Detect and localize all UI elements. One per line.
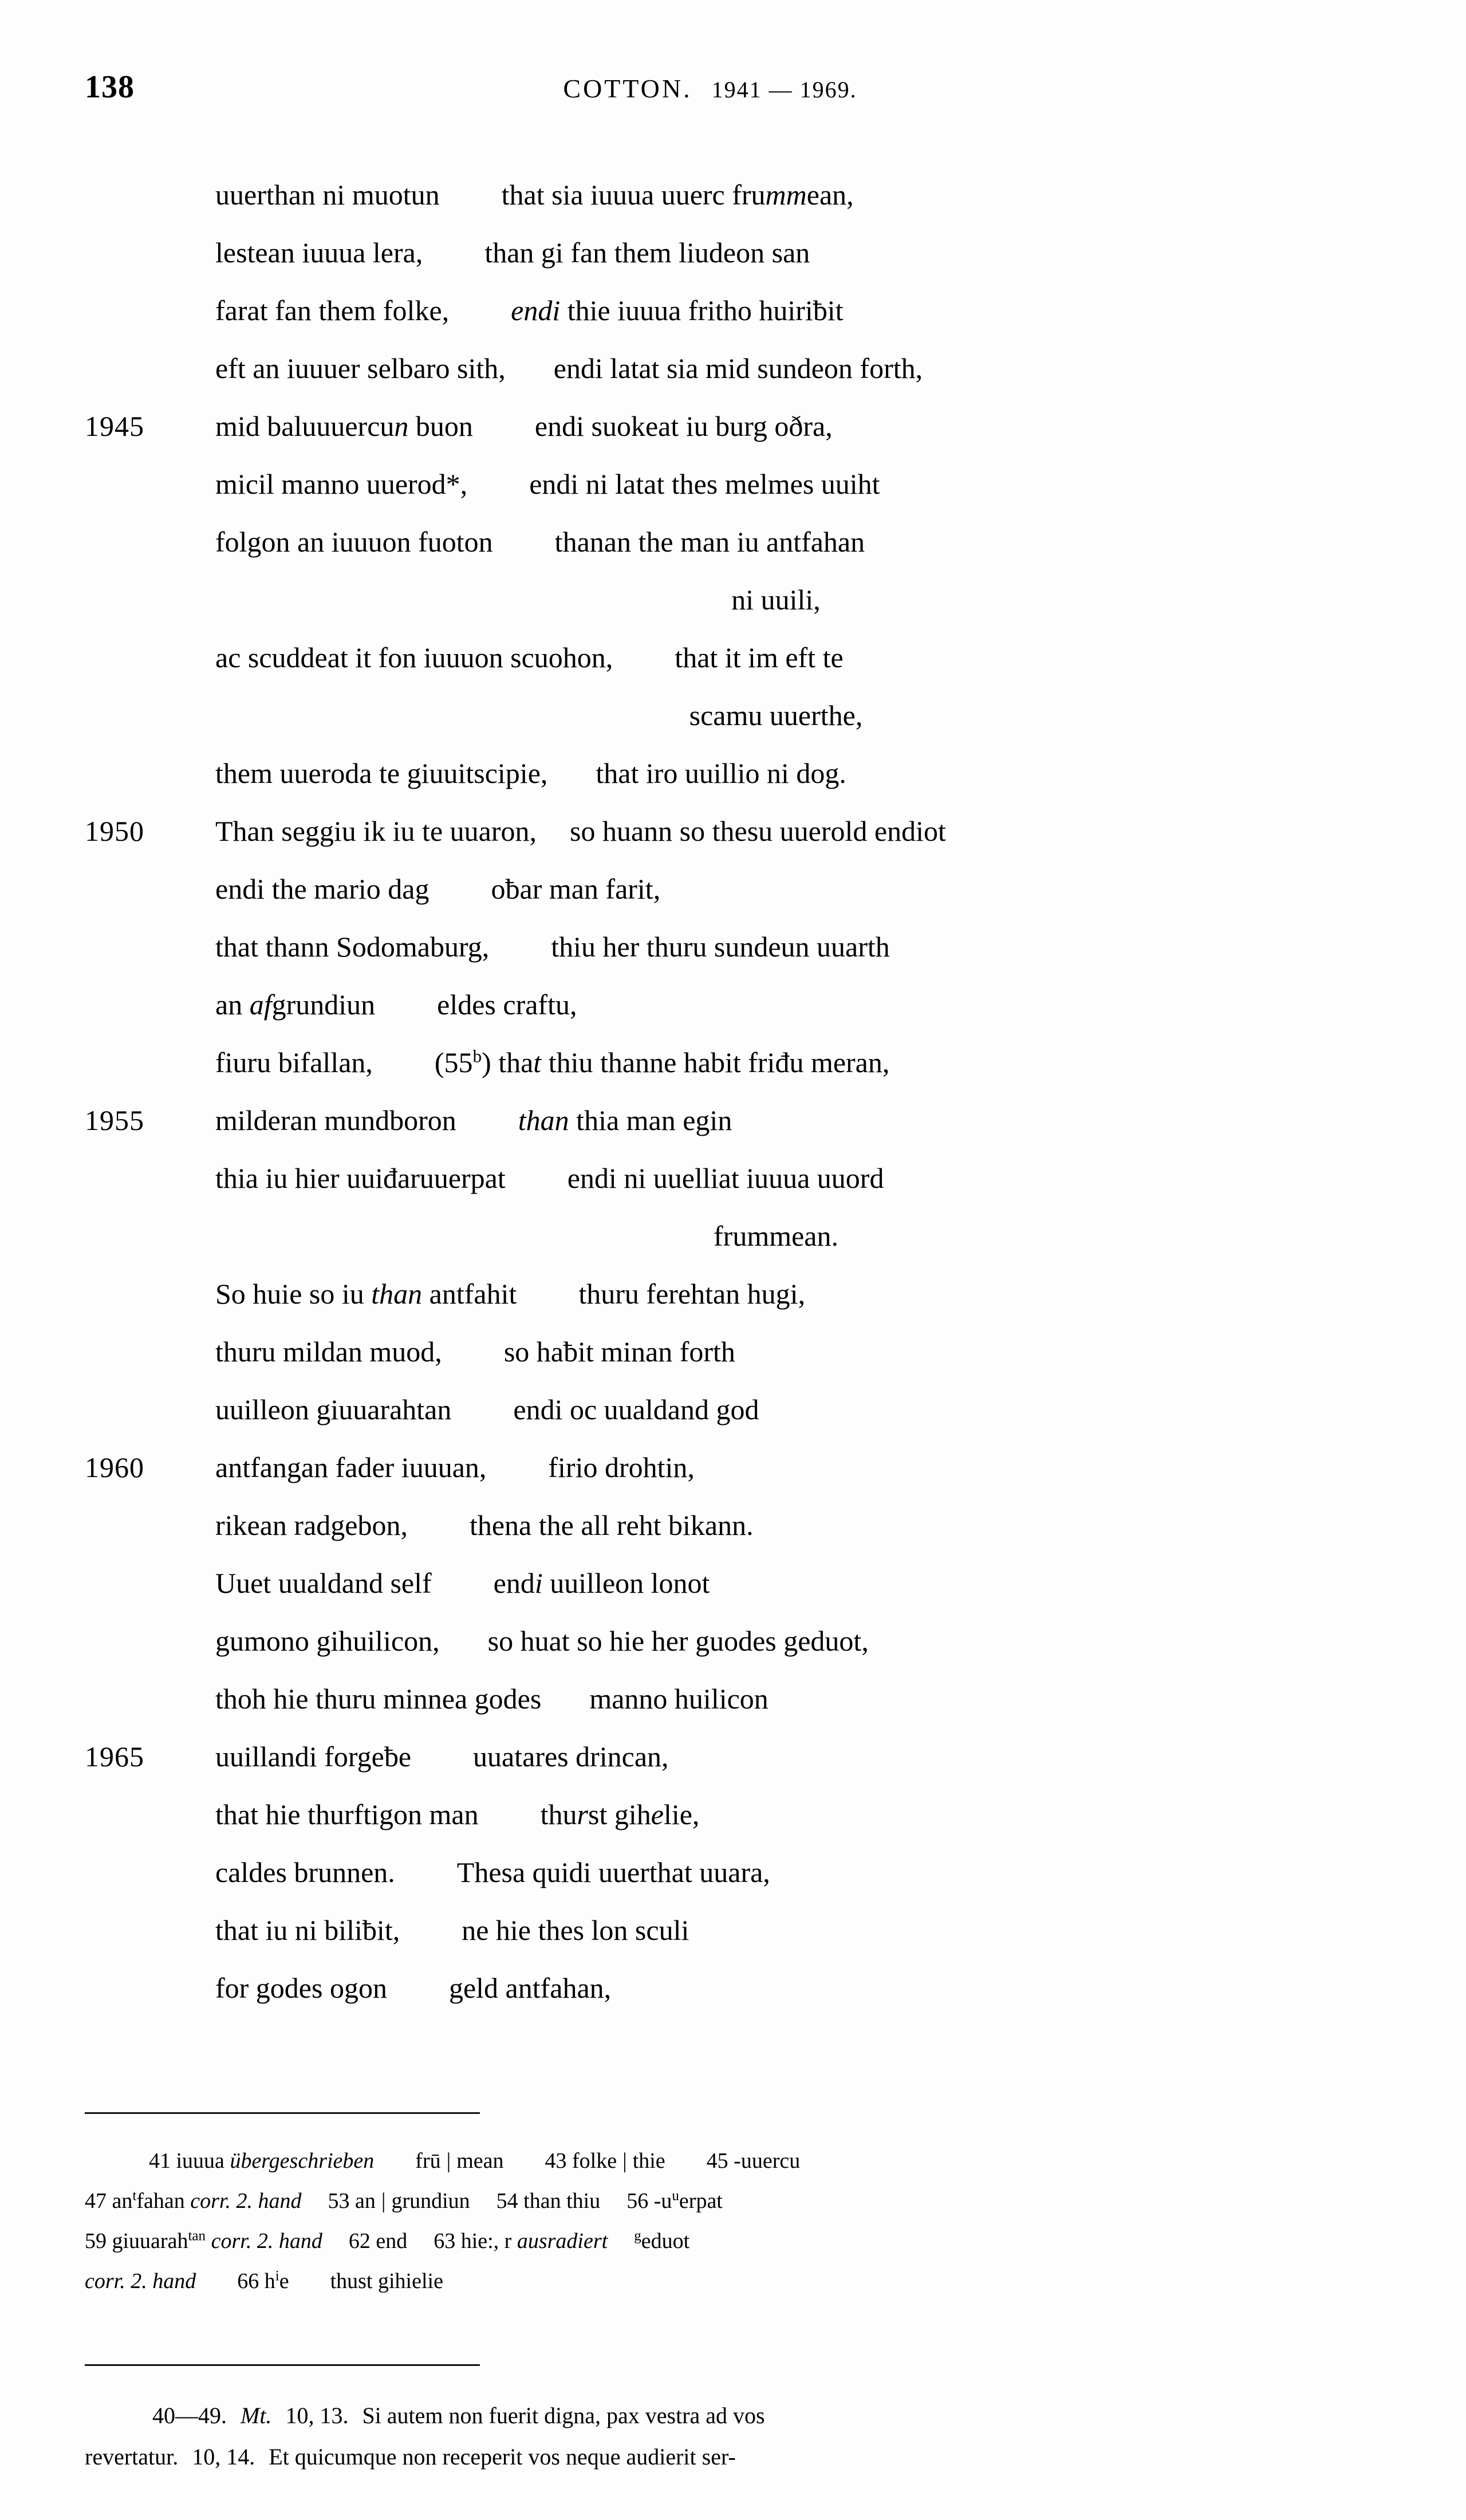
verse-line-text: antfangan fader iuuuan, firio drohtin, xyxy=(215,1451,695,1483)
verse-line-number: 1960 xyxy=(85,1451,144,1483)
verse-line-text: micil manno uuerod*, endi ni latat thes melmes uuiht xyxy=(215,468,880,500)
verse-line-text: uuilleon giuuarahtan endi oc uualdand god xyxy=(215,1393,759,1426)
verse-line-text: farat fan them folke, endi thie iuuua fritho huiriƀit xyxy=(215,294,844,326)
verse-line-runover xyxy=(0,1207,1466,1265)
verse-line-text: an afgrundiun eldes craftu, xyxy=(215,989,577,1021)
verse-line xyxy=(0,1497,1466,1554)
running-head-work: COTTON. xyxy=(563,74,692,103)
latin-note-line xyxy=(85,2395,1402,2436)
running-head-line-range: 1941 — 1969. xyxy=(711,77,857,103)
verse-line xyxy=(0,1554,1466,1612)
verse-line xyxy=(0,1092,1466,1149)
apparatus-line: corr. 2. hand 66 $h^ie$ thust gihielie xyxy=(85,2268,443,2293)
verse-line-text: ni uuili, xyxy=(731,584,821,616)
verse-line-text: thuru mildan muod, so haƀit minan forth xyxy=(215,1336,735,1368)
verse-line-text: folgon an iuuuon fuoton thanan the man iu antfahan xyxy=(215,526,865,558)
latin-note-text: Si autem non fuerit digna, pax vestra ad vos xyxy=(362,2403,765,2428)
folio-number: 138 xyxy=(85,69,135,105)
verse-line-text: Than seggiu ik iu te uuaron, so huann so thesu uuerold endiot xyxy=(215,815,946,847)
verse-line-number: 1965 xyxy=(85,1741,144,1773)
verse-line xyxy=(0,1612,1466,1670)
verse-line xyxy=(0,1323,1466,1381)
running-head xyxy=(0,69,1466,109)
latin-note-continuation: revertatur. xyxy=(85,2444,179,2470)
latin-note-text-2: Et quicumque non receperit vos neque audierit ser- xyxy=(269,2444,736,2470)
verse-line-runover xyxy=(0,687,1466,745)
critical-apparatus xyxy=(85,2141,1396,2301)
verse-line-text: for godes ogon geld antfahan, xyxy=(215,1972,612,2004)
verse-line-number: 1945 xyxy=(85,410,144,442)
verse-line-text: Uuet uualdand self endi uuilleon lonot xyxy=(215,1567,710,1599)
verse-line-text: ac scuddeat it fon iuuuon scuohon, that it im eft te xyxy=(215,641,844,674)
verse-line-text: them uueroda te giuuitscipie, that iro uuillio ni dog. xyxy=(215,757,846,789)
verse-line-text: eft an iuuuer selbaro sith, endi latat sia mid sundeon forth, xyxy=(215,352,923,384)
verse-line xyxy=(0,1034,1466,1092)
verse-line-runover xyxy=(0,571,1466,629)
verse-line-text: that iu ni biliƀit, ne hie thes lon sculi xyxy=(215,1914,689,1946)
verse-line xyxy=(0,1959,1466,2017)
verse-line xyxy=(0,918,1466,976)
verse-line-text: caldes brunnen. Thesa quidi uuerthat uuara, xyxy=(215,1856,770,1888)
verse-line xyxy=(0,1670,1466,1728)
apparatus-line: 47 $an^tfahan$ corr. 2. hand 53 an | grundiun 54 than thiu 56 $-u^uerpat$ xyxy=(85,2188,723,2213)
apparatus-line: 41 iuuua übergeschrieben frū | mean 43 folke | thie 45 -uuercu xyxy=(149,2149,801,2173)
verse-line xyxy=(0,513,1466,571)
verse-line xyxy=(0,629,1466,687)
verse-line-text: thia iu hier uuiđaruuerpat endi ni uuelliat iuuua uuord xyxy=(215,1162,884,1194)
latin-note-line xyxy=(85,2436,1402,2478)
verse-line-text: that hie thurftigon man thurst gihelie, xyxy=(215,1798,700,1830)
verse-line-text: gumono gihuilicon, so huat so hie her guodes geduot, xyxy=(215,1625,869,1657)
latin-note-divider-rule xyxy=(85,2364,480,2366)
verse-line-text: lestean iuuua lera, than gi fan them liudeon san xyxy=(215,237,810,269)
latin-note-source: Mt. xyxy=(241,2403,272,2428)
verse-line xyxy=(0,860,1466,918)
verse-line-text: mid baluuuercun buon endi suokeat iu burg oðra, xyxy=(215,410,833,442)
page-title xyxy=(0,73,1466,104)
apparatus-divider-rule xyxy=(85,2112,480,2114)
verse-line xyxy=(0,1728,1466,1786)
verse-line-text: uuerthan ni muotun that sia iuuua uuerc frummean, xyxy=(215,179,854,211)
verse-line xyxy=(0,1901,1466,1959)
verse-line-text: So huie so iu than antfahit thuru ferehtan hugi, xyxy=(215,1278,806,1310)
verse-line-text: frummean. xyxy=(714,1220,838,1252)
verse-line xyxy=(0,802,1466,860)
verse-line xyxy=(0,1265,1466,1323)
latin-note-citation-2: 10, 14. xyxy=(192,2444,255,2470)
latin-source-note xyxy=(85,2395,1402,2478)
latin-note-reference: 40—49. xyxy=(152,2403,227,2428)
verse-line xyxy=(0,224,1466,282)
verse-line-number: 1955 xyxy=(85,1104,144,1136)
verse-line-text: fiuru bifallan, (55$^b$) that thiu thanne habit friđu meran, xyxy=(215,1046,890,1078)
verse-line-text: that thann Sodomaburg, thiu her thuru sundeun uuarth xyxy=(215,931,890,963)
verse-line xyxy=(0,1844,1466,1901)
verse-line xyxy=(0,397,1466,455)
verse-line xyxy=(0,1149,1466,1207)
verse-line xyxy=(0,166,1466,224)
verse-line-text: uuillandi forgeƀe uuatares drincan, xyxy=(215,1741,669,1773)
verse-line xyxy=(0,976,1466,1034)
verse-line-text: thoh hie thuru minnea godes manno huilicon xyxy=(215,1683,769,1715)
verse-line xyxy=(0,745,1466,802)
verse-line xyxy=(0,1381,1466,1439)
verse-block xyxy=(0,166,1466,2017)
latin-note-citation: 10, 13. xyxy=(285,2403,349,2428)
verse-line-text: rikean radgebon, thena the all reht bikann. xyxy=(215,1509,754,1541)
verse-line-number: 1950 xyxy=(85,815,144,847)
verse-line-text: endi the mario dag oƀar man farit, xyxy=(215,873,661,905)
verse-line xyxy=(0,1786,1466,1844)
verse-line-text: milderan mundboron than thia man egin xyxy=(215,1104,732,1136)
verse-line xyxy=(0,455,1466,513)
verse-line xyxy=(0,340,1466,397)
apparatus-line: 59 giuuarah$^{tan}$ corr. 2. hand 62 end 63 hie:, r ausradiert $^g$eduot xyxy=(85,2228,690,2253)
verse-line-text: scamu uuerthe, xyxy=(689,699,863,731)
verse-line xyxy=(0,282,1466,340)
verse-line xyxy=(0,1439,1466,1497)
